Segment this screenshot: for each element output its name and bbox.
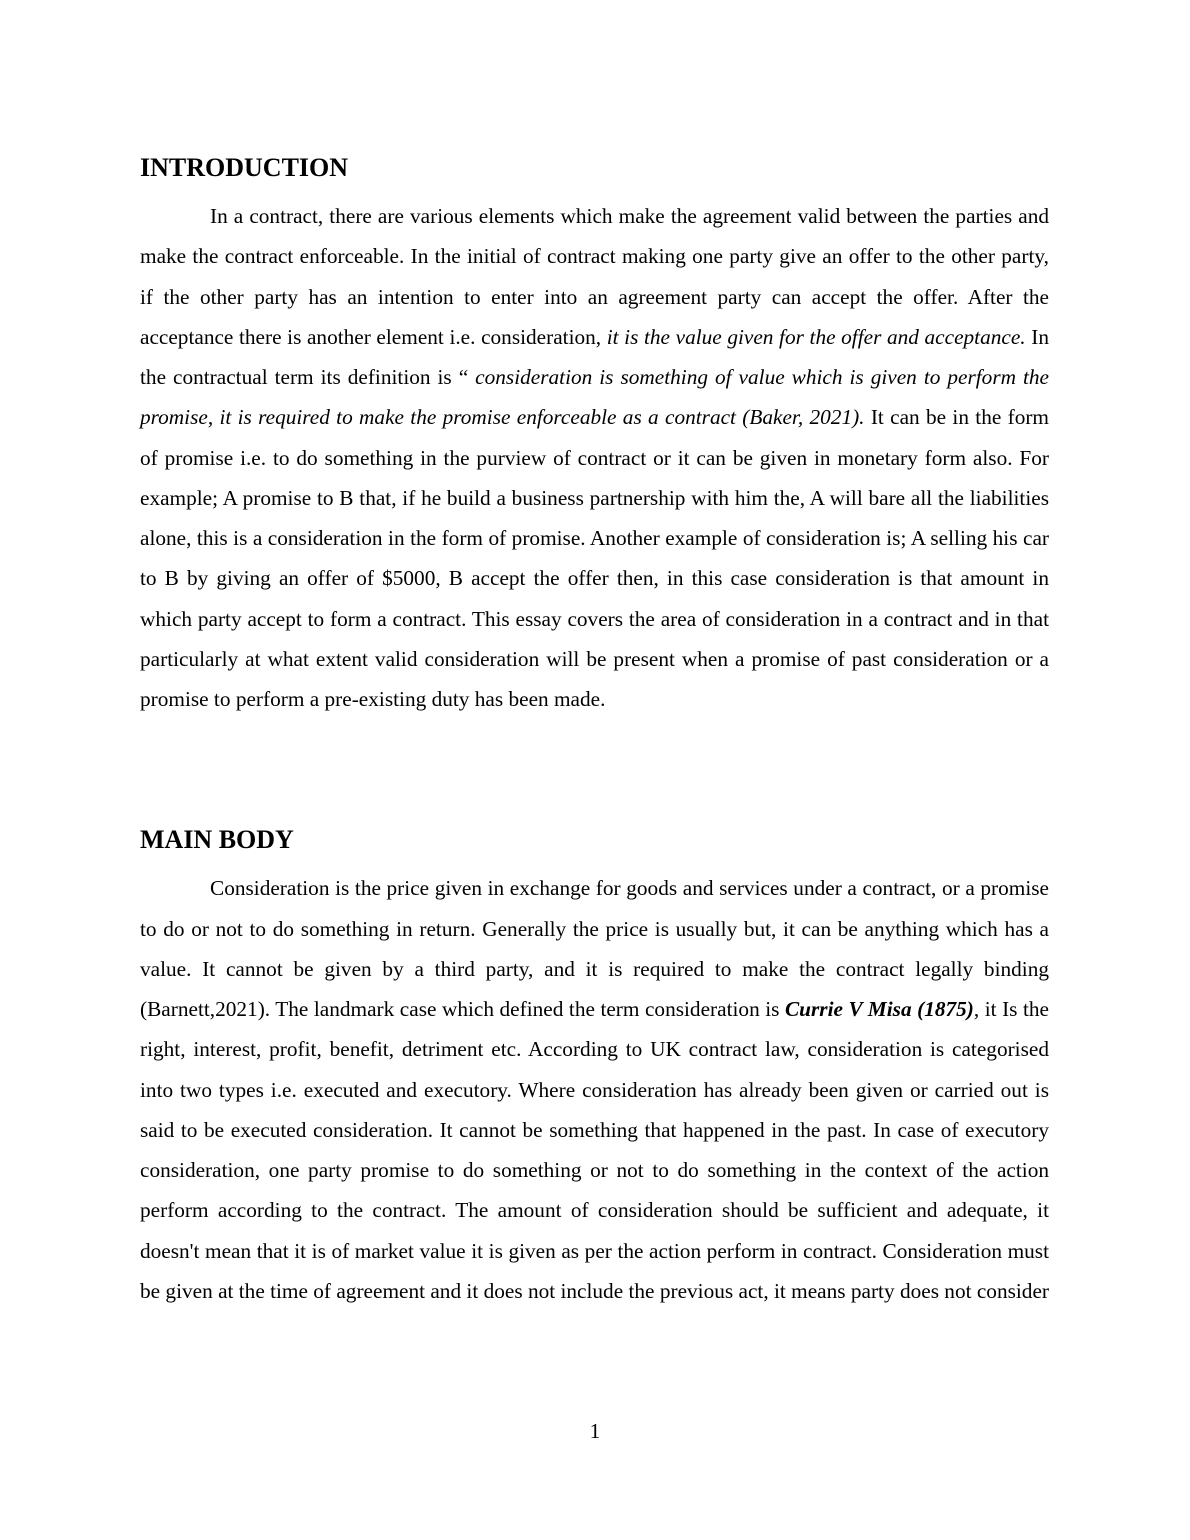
case-citation: Currie V Misa (1875) <box>784 997 974 1021</box>
text-run: In a contract, there are various elements which make the agreement valid between the parties and make the contract enforceable. In the initial of contract making one party give an offer to the other party, if the other party has an intention to enter into an agreement party can accept the offer. After the acceptance there is another element i.e. consideration, <box>140 204 1049 349</box>
text-run: It can be in the form of promise i.e. to do something in the purview of contract or it can be given in monetary form also. For example; A promise to B that, if he build a business partnership with him the, A will bare all the liabilities alone, this is a consideration in the form of promise. Another example of consideration is; A selling his car to B by giving an offer of $5000, B accept the offer then, in this case consideration is that amount in which party accept to form a contract. This essay covers the area of consideration in a contract and in that particularly at what extent valid consideration will be present when a promise of past consideration or a promise to perform a pre-existing duty has been made. <box>140 405 1050 711</box>
page-content <box>140 152 1049 1311</box>
italic-text-run: it is the value given for the offer and acceptance. <box>606 324 1026 349</box>
section-spacer <box>140 719 1049 824</box>
italic-definition-run: consideration is something of value which is given to perform the promise, it is required to make the promise enforceable as a contract (Baker, 2021). <box>140 365 1050 430</box>
main-body-paragraph <box>140 868 1049 1311</box>
text-run: Consideration is the price given in exchange for goods and services under a contract, or a promise to do or not to do something in return. Generally the price is usually but, it can be anything which has a value. It cannot be given by a third party, and it is required to make the contract legally binding (Barnett,2021). The landmark case which defined the term consideration is <box>140 876 1049 1021</box>
page-number: 1 <box>589 1419 601 1443</box>
section-heading-main-body: MAIN BODY <box>140 825 294 855</box>
text-run: , it Is the right, interest, profit, benefit, detriment etc. According to UK contract law, consideration is categorised into two types i.e. executed and executory. Where consideration has already been given or carried out is said to be executed consideration. It cannot be something that happened in the past. In case of executory consideration, one party promise to do something or not to do something in the context of the action perform according to the contract. The amount of consideration should be sufficient and adequate, it doesn't mean that it is of market value it is given as per the action perform in contract. Consideration must be given at the time of agreement and it does not include the previous act, it means party does not consider <box>140 997 1049 1303</box>
introduction-paragraph <box>140 196 1049 719</box>
text-run: In the contractual term its definition is “ <box>140 324 1049 389</box>
section-heading-introduction: INTRODUCTION <box>140 153 349 182</box>
